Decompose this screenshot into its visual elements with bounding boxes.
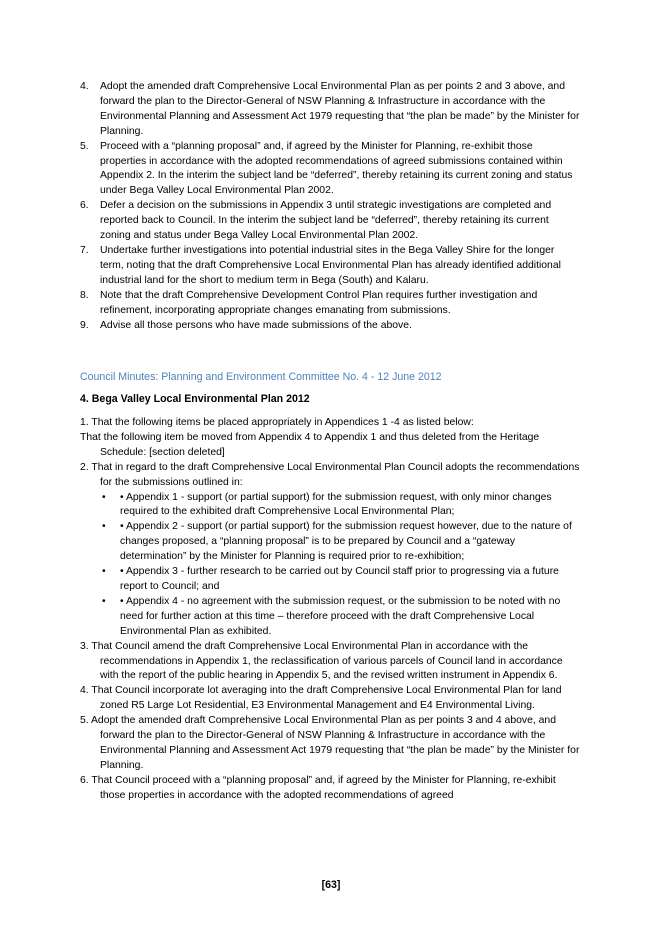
item-heading: 4. Bega Valley Local Environmental Plan 2012 <box>80 393 310 405</box>
minutes-body <box>80 416 580 804</box>
list-item <box>80 289 580 319</box>
list-item <box>80 199 580 244</box>
list-item <box>80 140 580 200</box>
list-item-number: 5. <box>80 140 89 152</box>
list-item-text: Note that the draft Comprehensive Development Control Plan requires further investigation and refinement, incorporating appropriate changes emanating from submissions. <box>100 289 538 316</box>
bullet-item <box>100 491 580 521</box>
list-item-number: 9. <box>80 319 89 331</box>
list-item-text: Advise all those persons who have made submissions of the above. <box>100 319 412 331</box>
page-number: [63] <box>321 879 341 891</box>
list-item-text: Proceed with a “planning proposal” and, if agreed by the Minister for Planning, re-exhibit those properties in accordance with the adopted recommendations of agreed submissions contained within Appendix 2. In the interim the subject land be “deferred”, thereby retaining its current zoning and status under Bega Valley Local Environmental Plan 2002. <box>100 140 573 197</box>
paragraph-4: 4. That Council incorporate lot averaging into the draft Comprehensive Local Environmental Plan for land zoned R5 Large Lot Residential, E3 Environmental Management and E4 Environmental Living. <box>80 685 562 712</box>
bullet-text: • Appendix 3 - further research to be carried out by Council staff prior to progressing via a future report to Council; and <box>120 566 559 592</box>
list-item-text: Undertake further investigations into potential industrial sites in the Bega Valley Shire for the longer term, noting that the draft Comprehensive Local Environmental Plan has already identified additional industrial land for the short to medium term in Bega (South) and Kalaru. <box>100 244 561 286</box>
list-item-number: 6. <box>80 200 89 212</box>
section-heading: Council Minutes: Planning and Environment Committee No. 4 - 12 June 2012 <box>80 371 442 383</box>
paragraph-1b: That the following item be moved from Appendix 4 to Appendix 1 and thus deleted from the Heritage Schedule: [section deleted] <box>80 431 540 458</box>
list-item <box>80 319 580 334</box>
bullet-text: • Appendix 2 - support (or partial support) for the submission request however, due to the nature of changes proposed, a “planning proposal” is to be prepared by Council and a “gateway determination” by the Minister for Planning is required prior to re-exhibition; <box>120 521 572 563</box>
list-item-number: 7. <box>80 244 89 256</box>
list-item-number: 4. <box>80 81 89 92</box>
recommendations-list <box>80 80 580 333</box>
paragraph-2: 2. That in regard to the draft Comprehensive Local Environmental Plan Council adopts the recommendations for the submissions outlined in: <box>80 461 580 488</box>
list-item <box>80 80 580 140</box>
bullet-text: • Appendix 4 - no agreement with the submission request, or the submission to be noted with no need for further action at this time – therefore proceed with the draft Comprehensive Local Environmental Plan as exhibited. <box>120 595 561 637</box>
paragraph-6: 6. That Council proceed with a “planning proposal” and, if agreed by the Minister for Planning, re-exhibit those properties in accordance with the adopted recommendations of agreed <box>80 774 556 801</box>
bullet-item <box>100 595 580 640</box>
bullet-item <box>100 565 580 595</box>
bullet-item <box>100 520 580 565</box>
paragraph-5: 5. Adopt the amended draft Comprehensive Local Environmental Plan as per points 3 and 4 above, and forward the plan to the Director-General of NSW Planning & Infrastructure in accordance with the Environmental Planning and Assessment Act 1979 requesting that “the plan be made” by the Minister for Planning. <box>80 715 580 771</box>
bullet-icon: • <box>102 566 106 578</box>
bullet-icon: • <box>102 595 106 607</box>
bullet-icon: • <box>102 521 106 533</box>
paragraph-3: 3. That Council amend the draft Comprehensive Local Environmental Plan in accordance with the recommendations in Appendix 1, the reclassification of various parcels of Council land in accordance with the report of the public hearing in Appendix 5, and the revised written instrument in Appendix 6. <box>80 640 563 682</box>
bullet-icon: • <box>102 491 106 503</box>
list-item <box>80 244 580 289</box>
list-item-text: Adopt the amended draft Comprehensive Local Environmental Plan as per points 2 and 3 above, and forward the plan to the Director-General of NSW Planning & Infrastructure in accordance with the Environmental Planning and Assessment Act 1979 requesting that “the plan be made” by the Minister for Planning. <box>100 81 580 137</box>
appendix-bullet-list <box>80 491 580 640</box>
list-item-number: 8. <box>80 289 89 301</box>
list-item-text: Defer a decision on the submissions in Appendix 3 until strategic investigations are completed and reported back to Council. In the interim the subject land be “deferred”, thereby retaining its current zoning and status under Bega Valley Local Environmental Plan 2002. <box>100 200 552 242</box>
paragraph-1: 1. That the following items be placed appropriately in Appendices 1 -4 as listed below: <box>80 417 474 428</box>
bullet-text: • Appendix 1 - support (or partial support) for the submission request, with only minor changes required to the exhibited draft Comprehensive Local Environmental Plan; <box>120 491 552 518</box>
